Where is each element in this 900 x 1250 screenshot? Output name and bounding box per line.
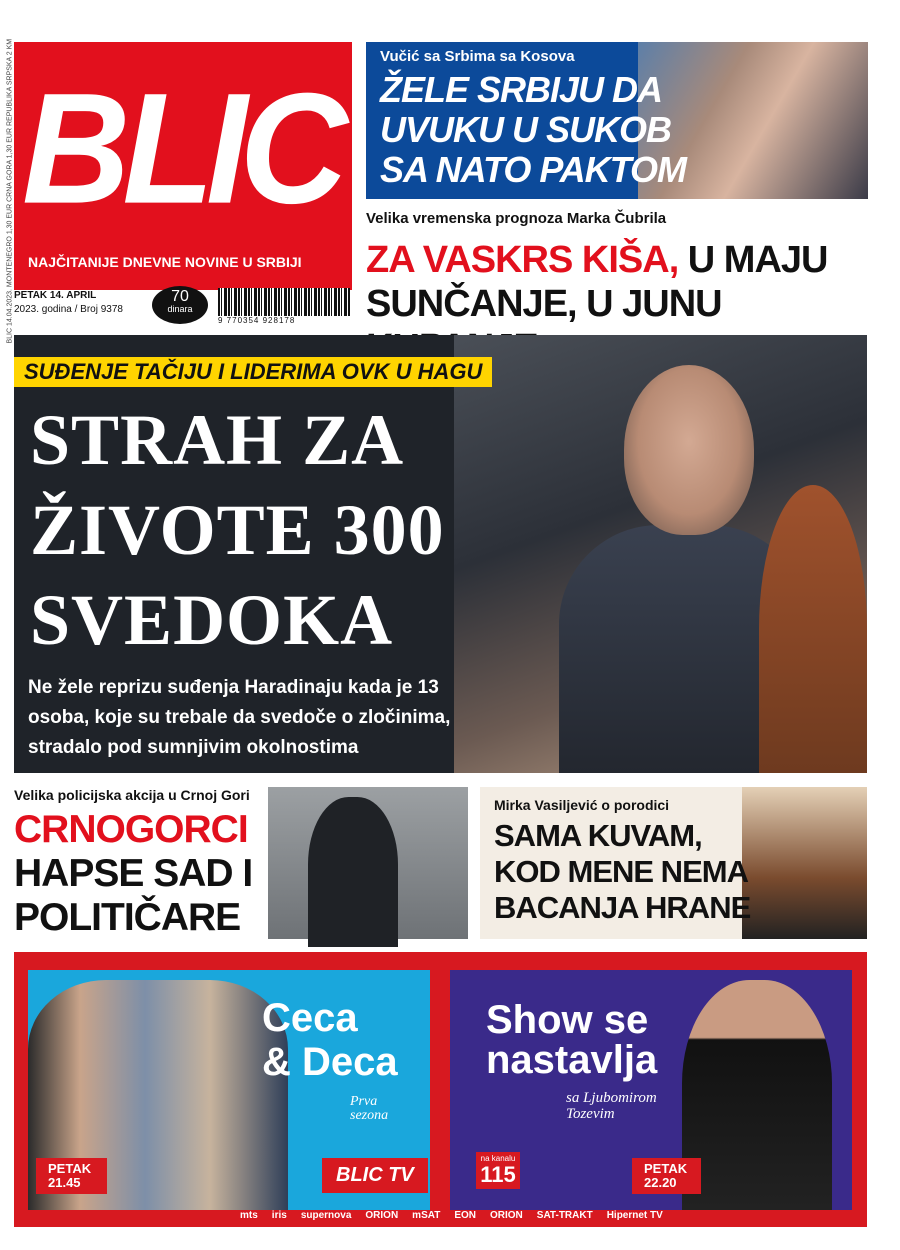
main-deck-line: Ne žele reprizu suđenja Haradinaju kada je 13 bbox=[28, 677, 439, 698]
photo-figure-head bbox=[624, 365, 754, 535]
ad-left-time: 21.45 bbox=[48, 1175, 81, 1190]
ad-right-title-line: Show se bbox=[486, 998, 649, 1042]
ad-left-subtitle bbox=[350, 1095, 388, 1123]
main-headline-line: STRAH ZA bbox=[30, 400, 405, 480]
ad-right-subtitle-line: sa Ljubomirom bbox=[566, 1090, 657, 1106]
police-headline-line: POLITIČARE bbox=[14, 896, 241, 939]
ad-left-subtitle-line: Prva bbox=[350, 1094, 378, 1109]
ad-right-time: 22.20 bbox=[644, 1175, 677, 1190]
ad-left-title bbox=[262, 996, 398, 1084]
photo-figure-officer bbox=[308, 797, 398, 947]
mirka-headline-line: BACANJA HRANE bbox=[494, 890, 751, 925]
ad-right-subtitle-line: Tozevim bbox=[566, 1106, 615, 1122]
ad-right-schedule bbox=[632, 1158, 701, 1194]
main-story-headline bbox=[30, 395, 445, 665]
main-deck-line: stradalo pod sumnjivim okolnostima bbox=[28, 737, 359, 758]
provider-logo: ORION bbox=[490, 1210, 523, 1221]
spine-text: BLIC 14.04.2023. MONTENEGRO 1,30 EUR CRNA GORA 1,30 EUR REPUBLIKA SRPSKA 2 KM bbox=[6, 38, 14, 344]
ad-right-day: PETAK bbox=[644, 1161, 688, 1176]
provider-logo: ORION bbox=[365, 1210, 399, 1221]
masthead[interactable] bbox=[14, 42, 352, 290]
provider-logo: mSAT bbox=[412, 1210, 441, 1221]
barcode bbox=[218, 288, 350, 316]
ad-right-subtitle bbox=[566, 1090, 657, 1122]
top-headline-line: SA NATO PAKTOM bbox=[380, 149, 687, 190]
ad-right-title-line: nastavlja bbox=[486, 1038, 658, 1082]
ad-left-title-line: Ceca bbox=[262, 996, 358, 1040]
top-headline-line: ŽELE SRBIJU DA bbox=[380, 69, 663, 110]
weather-headline-rest: U MAJU bbox=[678, 239, 828, 281]
main-story-kicker: SUĐENJE TAČIJU I LIDERIMA OVK U HAGU bbox=[14, 357, 492, 387]
provider-logo: iris bbox=[271, 1210, 287, 1221]
spine-strip bbox=[0, 38, 14, 344]
price-currency: dinara bbox=[167, 304, 193, 314]
ad-right-title bbox=[486, 1000, 657, 1080]
channel-badge bbox=[476, 1152, 520, 1189]
ad-left-title-line: & Deca bbox=[262, 1040, 398, 1084]
top-story-kicker: Vučić sa Srbima sa Kosova bbox=[380, 48, 575, 65]
weather-headline-red: ZA VASKRS KIŠA, bbox=[366, 239, 679, 281]
price-value: 70 bbox=[171, 288, 189, 305]
issue-date: PETAK 14. APRIL bbox=[14, 290, 97, 301]
ad-left-day: PETAK bbox=[48, 1161, 92, 1176]
barcode-number: 9 770354 928178 bbox=[218, 316, 296, 325]
police-headline-line: HAPSE SAD I bbox=[14, 852, 253, 895]
main-deck-line: osoba, koje su trebale da svedoče o zločinima, bbox=[28, 707, 451, 728]
ad-left-subtitle-line: sezona bbox=[350, 1108, 389, 1123]
photo-figure-woman bbox=[759, 485, 867, 773]
blic-logo: BLIC bbox=[22, 59, 340, 237]
masthead-tagline: NAJČITANIJE DNEVNE NOVINE U SRBIJI bbox=[28, 254, 302, 270]
provider-logo: Hipernet TV bbox=[606, 1210, 663, 1221]
weather-kicker: Velika vremenska prognoza Marka Čubrila bbox=[366, 210, 667, 227]
main-story-deck bbox=[28, 673, 588, 763]
blic-tv-logo: BLIC TV bbox=[322, 1158, 428, 1193]
police-headline-red: CRNOGORCI bbox=[14, 808, 248, 851]
issue-info bbox=[14, 290, 164, 324]
top-headline-line: UVUKU U SUKOB bbox=[380, 109, 672, 150]
provider-logo: supernova bbox=[300, 1210, 352, 1221]
main-headline-line: ŽIVOTE 300 bbox=[30, 490, 445, 570]
weather-headline-line2: SUNČANJE, U JUNU bbox=[366, 283, 722, 325]
top-story[interactable] bbox=[366, 42, 868, 199]
price-badge bbox=[152, 286, 208, 324]
provider-logo: EON bbox=[454, 1210, 476, 1221]
ad-left-schedule bbox=[36, 1158, 107, 1194]
channel-number: 115 bbox=[480, 1162, 516, 1187]
police-story-kicker: Velika policijska akcija u Crnoj Gori bbox=[14, 787, 250, 803]
police-story-headline[interactable] bbox=[14, 808, 252, 940]
channel-label: na kanalu bbox=[480, 1154, 516, 1163]
mirka-headline-line: KOD MENE NEMA bbox=[494, 854, 748, 889]
mirka-story-photo bbox=[742, 787, 867, 939]
mirka-headline-line: SAMA KUVAM, bbox=[494, 818, 702, 853]
main-headline-line: SVEDOKA bbox=[30, 580, 394, 660]
provider-logos bbox=[240, 1210, 800, 1221]
provider-logo: mts bbox=[240, 1210, 258, 1221]
ad-right-photo bbox=[682, 980, 832, 1210]
top-story-headline bbox=[380, 70, 686, 190]
mirka-story-kicker: Mirka Vasiljević o porodici bbox=[494, 797, 670, 813]
police-story-photo bbox=[268, 787, 468, 939]
issue-number: 2023. godina / Broj 9378 bbox=[14, 304, 123, 315]
mirka-story-headline bbox=[494, 818, 750, 926]
provider-logo: SAT-TRAKT bbox=[536, 1210, 593, 1221]
